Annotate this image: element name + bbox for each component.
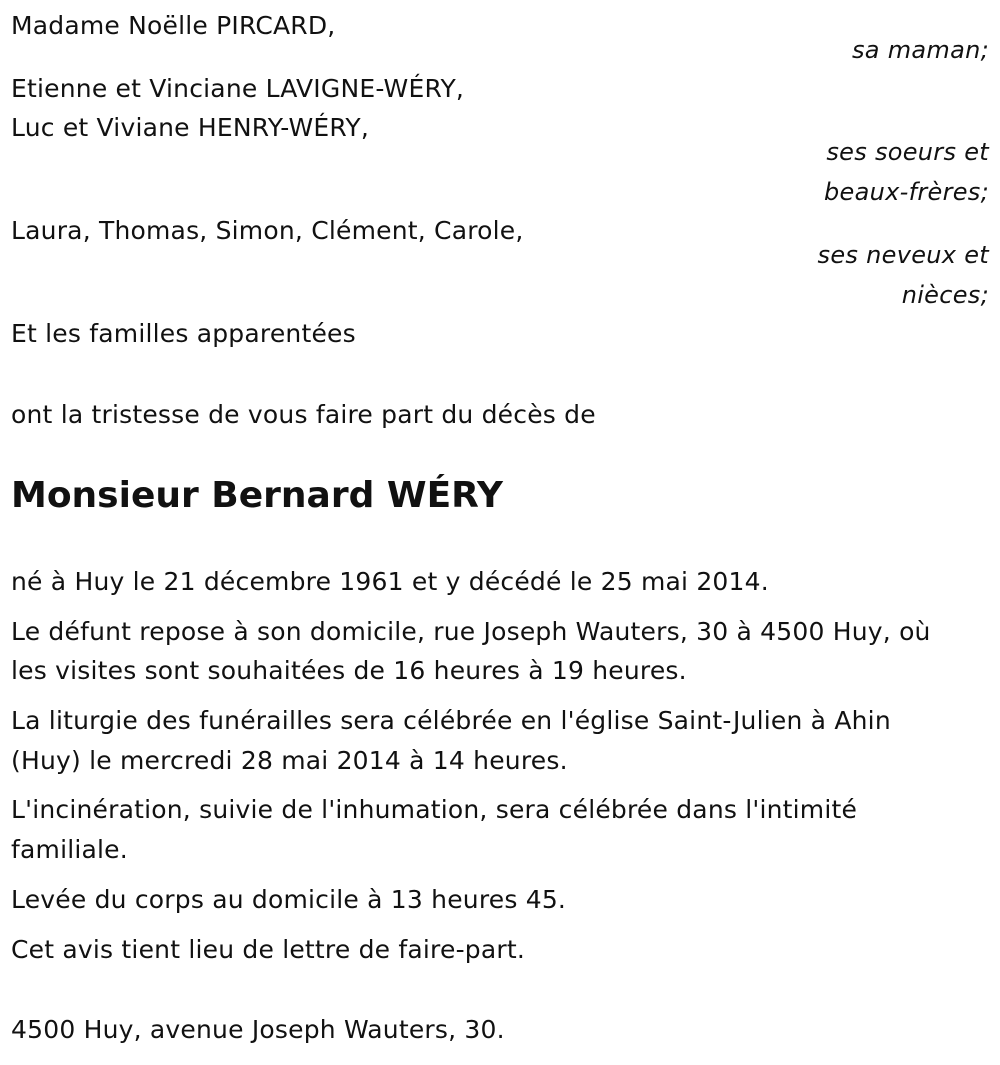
birth-death-line: né à Huy le 21 décembre 1961 et y décédé le 25 mai 2014. — [11, 567, 769, 596]
siblings-relation-line-1: ses soeurs et — [826, 138, 989, 166]
repose-line-2: les visites sont souhaitées de 16 heures à 19 heures. — [11, 656, 687, 685]
sibling-name-1: Etienne et Vinciane LAVIGNE-WÉRY, — [11, 74, 465, 103]
cremation-line-2: familiale. — [11, 835, 128, 864]
nephews-relation-line-1: ses neveux et — [817, 241, 989, 269]
repose-line-1: Le défunt repose à son domicile, rue Joseph Wauters, 30 à 4500 Huy, où — [11, 617, 931, 646]
mother-name: Madame Noëlle PIRCARD, — [11, 11, 336, 40]
deceased-name: Monsieur Bernard WÉRY — [11, 475, 503, 516]
other-families: Et les familles apparentées — [11, 319, 356, 348]
mother-relation: sa maman; — [851, 36, 989, 64]
announcement-text: ont la tristesse de vous faire part du décès de — [11, 400, 596, 429]
sibling-name-2: Luc et Viviane HENRY-WÉRY, — [11, 113, 369, 142]
nephews-relation-line-2: nièces; — [901, 281, 989, 309]
liturgy-line-1: La liturgie des funérailles sera célébrée en l'église Saint-Julien à Ahin — [11, 706, 891, 735]
nephews-names: Laura, Thomas, Simon, Clément, Carole, — [11, 216, 524, 245]
cremation-line-1: L'incinération, suivie de l'inhumation, sera célébrée dans l'intimité — [11, 795, 858, 824]
siblings-relation-line-2: beaux-frères; — [824, 178, 989, 206]
body-removal-line: Levée du corps au domicile à 13 heures 45. — [11, 885, 567, 914]
liturgy-line-2: (Huy) le mercredi 28 mai 2014 à 14 heures. — [11, 746, 568, 775]
notice-statement: Cet avis tient lieu de lettre de faire-part. — [11, 935, 526, 964]
home-address: 4500 Huy, avenue Joseph Wauters, 30. — [11, 1015, 505, 1044]
